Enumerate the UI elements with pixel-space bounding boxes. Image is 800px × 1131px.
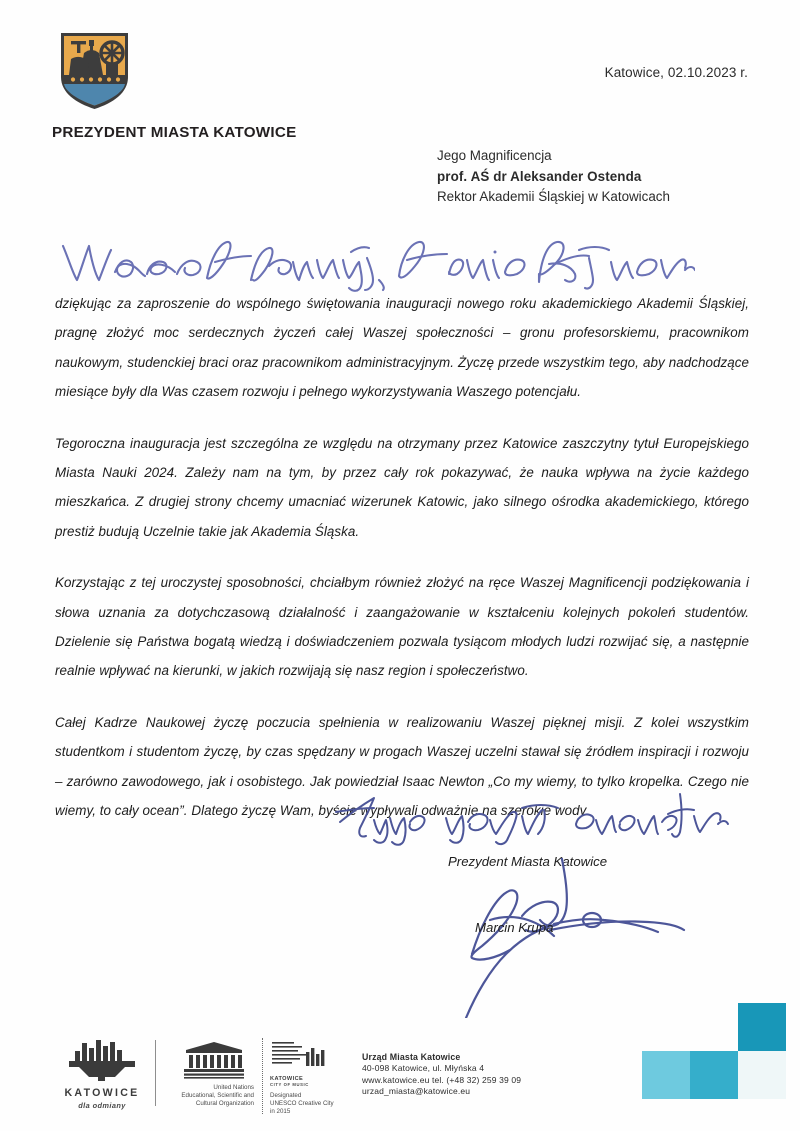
unesco-temple-icon [182,1040,246,1080]
contact-web-tel[interactable]: www.katowice.eu tel. (+48 32) 259 39 09 [362,1074,522,1085]
decorative-squares [642,1003,790,1099]
city-of-music-subtitle: CITY OF MUSIC [270,1082,309,1087]
katowice-mark-icon [65,1037,139,1081]
katowice-logo [62,1037,142,1110]
contact-block [362,1052,521,1098]
page-title: PREZYDENT MIASTA KATOWICE [52,124,297,141]
signature-name: Marcin Krupa [475,920,554,935]
body-paragraph: Całej Kadrze Naukowej życzę poczucia spełnienia w realizowaniu Waszej pięknej misji. Z kolei wszystkim studentkom i studentom życzę, by czas spędzany w progach Waszej uczelni stawał się źródłem inspiracji i rozwoju – zarówno zawodowego, jak i osobistego. Jak powiedział Isaac Newton „Co my wiemy, to tylko kropelka. Czego nie wiemy, to cały ocean”. Dlatego życzę Wam, byście wypływali odważnie na szerokie wody. [55,714,749,819]
unesco-designation: Designated UNESCO Creative City in 2015 [270,1092,334,1116]
addressee-block [437,146,670,208]
addressee-name: prof. AŚ dr Aleksander Ostenda [437,168,642,184]
body-paragraph: Tegoroczna inauguracja jest szczególna ze względu na otrzymany przez Katowice zaszczytny tytuł Europejskiego Miasta Nauki 2024. Zależy nam na tym, by przez cały rok pokazywać, że nauka wpływa na życie każdego mieszkańca. Z drugiej strony chcemy umacniać wizerunek Katowic, jako silnego ośrodka akademickiego, którego prestiż budują Uczelnie takie jak Akademia Śląska. [55,435,749,539]
body-paragraph: Korzystając z tej uroczystej sposobności, chciałbym również złożyć na ręce Waszej Magnificencji podziękowania i słowa uznania za dotychczasową działalność i zaangażowanie w kształceniu kolejnych pokoleń studentów. Dzielenie się Państwa bogatą wiedzą i doświadczeniem pozwala tysiącom młodych ludzi rozwijać się, a następnie realnie wpływać na kierunki, w jakich rozwijają się nasz region i społeczeństwo. [55,575,749,679]
square-pale [738,1051,786,1099]
contact-address: 40-098 Katowice, ul. Młyńska 4 [362,1063,485,1074]
unesco-caption: United Nations Educational, Scientific and Cultural Organization [181,1084,254,1108]
katowice-tagline: dla odmiany [78,1101,126,1110]
signature-block [330,786,750,1026]
contact-email[interactable]: urzad_miasta@katowice.eu [362,1086,471,1097]
addressee-position: Rektor Akademii Śląskiej w Katowicach [437,189,670,204]
unesco-emblem-block [172,1040,256,1109]
coat-of-arms-icon [58,31,131,111]
unesco-dotted-divider [262,1038,264,1114]
addressee-honorific: Jego Magnificencja [437,148,552,163]
signature-role: Prezydent Miasta Katowice [448,854,608,869]
katowice-wordmark: KATOWICE [64,1087,140,1099]
handwritten-salutation [55,232,695,294]
handwritten-signature [430,858,730,1018]
city-of-music-block [270,1040,352,1117]
city-of-music-wordmark: KATOWICE [270,1076,304,1082]
square-dark [738,1003,786,1051]
city-of-music-icon [270,1040,326,1074]
unesco-logo-group [172,1040,347,1116]
footer-divider [155,1040,156,1106]
handwritten-closing [330,786,730,856]
letter-body [55,289,749,826]
body-paragraph: dziękując za zaproszenie do wspólnego świętowania inauguracji nowego roku akademickiego Akademii Śląskiej, pragnę złożyć moc serdecznych życzeń całej Waszej społeczności – gronu profesorskiemu, pracownikom naukowym, studenckiej braci oraz pracownikom administracyjnym. Życzę przede wszystkim tego, aby nadchodzące miesiące były dla Was czasem rozwoju i pełnego wykorzystywania Waszego potencjału. [55,296,749,400]
square-light [642,1051,690,1099]
letter-date: Katowice, 02.10.2023 r. [604,65,748,80]
contact-office: Urząd Miasta Katowice [362,1052,461,1062]
square-medium [690,1051,738,1099]
